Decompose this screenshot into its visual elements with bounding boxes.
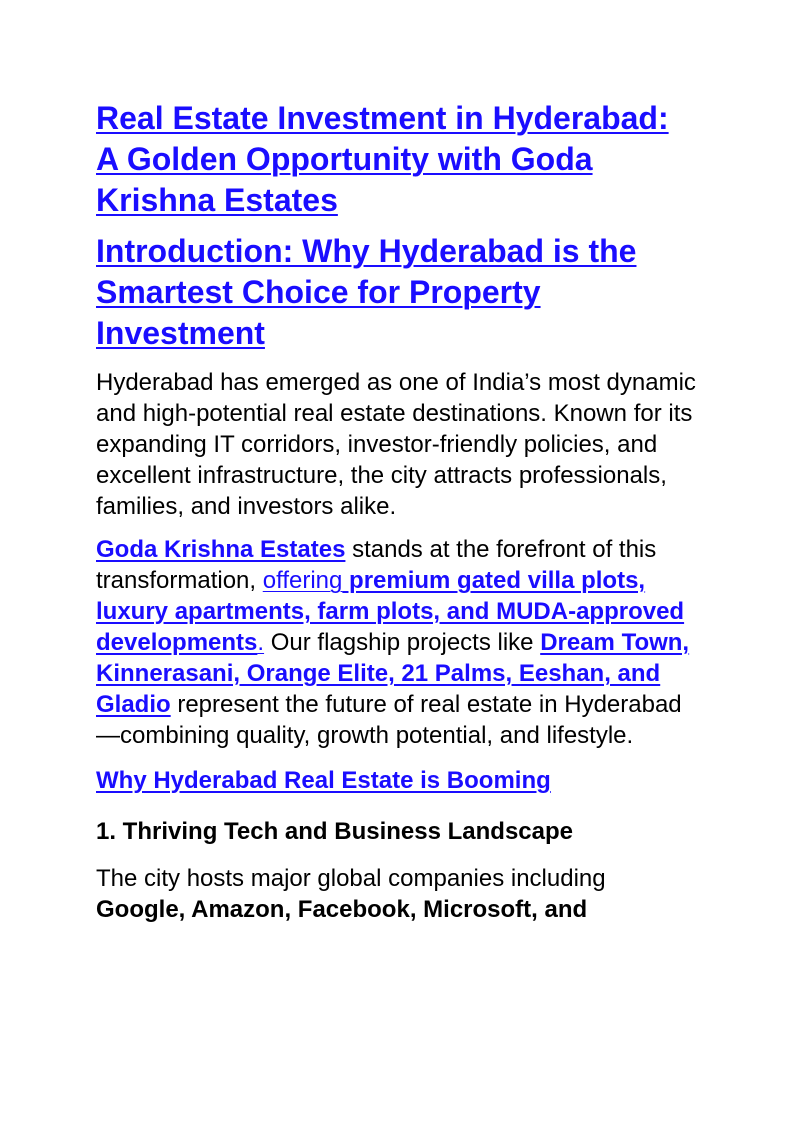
intro-paragraph: Hyderabad has emerged as one of India’s most dynamic and high-potential real estate destinations. Known for its expanding IT corridors, investor-friendly policies, and excellent infrastructure, the city attracts professionals, families, and investors alike. bbox=[96, 369, 696, 520]
offering-link[interactable]: offering bbox=[262, 567, 343, 594]
section-heading-link[interactable]: Why Hyderabad Real Estate is Booming bbox=[96, 767, 551, 794]
intro-heading bbox=[96, 231, 696, 354]
company-paragraph-text-1: stands at the forefront of this transformation, bbox=[96, 536, 657, 594]
tech-paragraph-text: The city hosts major global companies including bbox=[96, 865, 606, 892]
company-paragraph bbox=[96, 534, 696, 751]
company-paragraph-text-2: Our flagship projects like bbox=[264, 629, 541, 656]
projects-link[interactable]: Dream Town, Kinnerasani, Orange Elite, 21 Palms, Eeshan, and Gladio bbox=[96, 629, 690, 718]
offerings-period-link[interactable]: . bbox=[257, 629, 265, 656]
offerings-link[interactable]: premium gated villa plots, luxury apartments, farm plots, and MUDA-approved developments bbox=[96, 567, 685, 656]
document-title bbox=[96, 98, 696, 221]
tech-paragraph bbox=[96, 863, 696, 925]
section-heading bbox=[96, 765, 696, 796]
title-link[interactable]: Real Estate Investment in Hyderabad: A Golden Opportunity with Goda Krishna Estates bbox=[96, 100, 669, 218]
document-page bbox=[96, 98, 696, 925]
tech-companies-bold: Google, Amazon, Facebook, Microsoft, and bbox=[96, 896, 588, 923]
company-link[interactable]: Goda Krishna Estates bbox=[96, 536, 346, 563]
company-paragraph-text-3: represent the future of real estate in Hyderabad—combining quality, growth potential, and lifestyle. bbox=[96, 691, 682, 749]
subheading-tech: 1. Thriving Tech and Business Landscape bbox=[96, 818, 574, 845]
intro-heading-link[interactable]: Introduction: Why Hyderabad is the Smartest Choice for Property Investment bbox=[96, 233, 637, 351]
